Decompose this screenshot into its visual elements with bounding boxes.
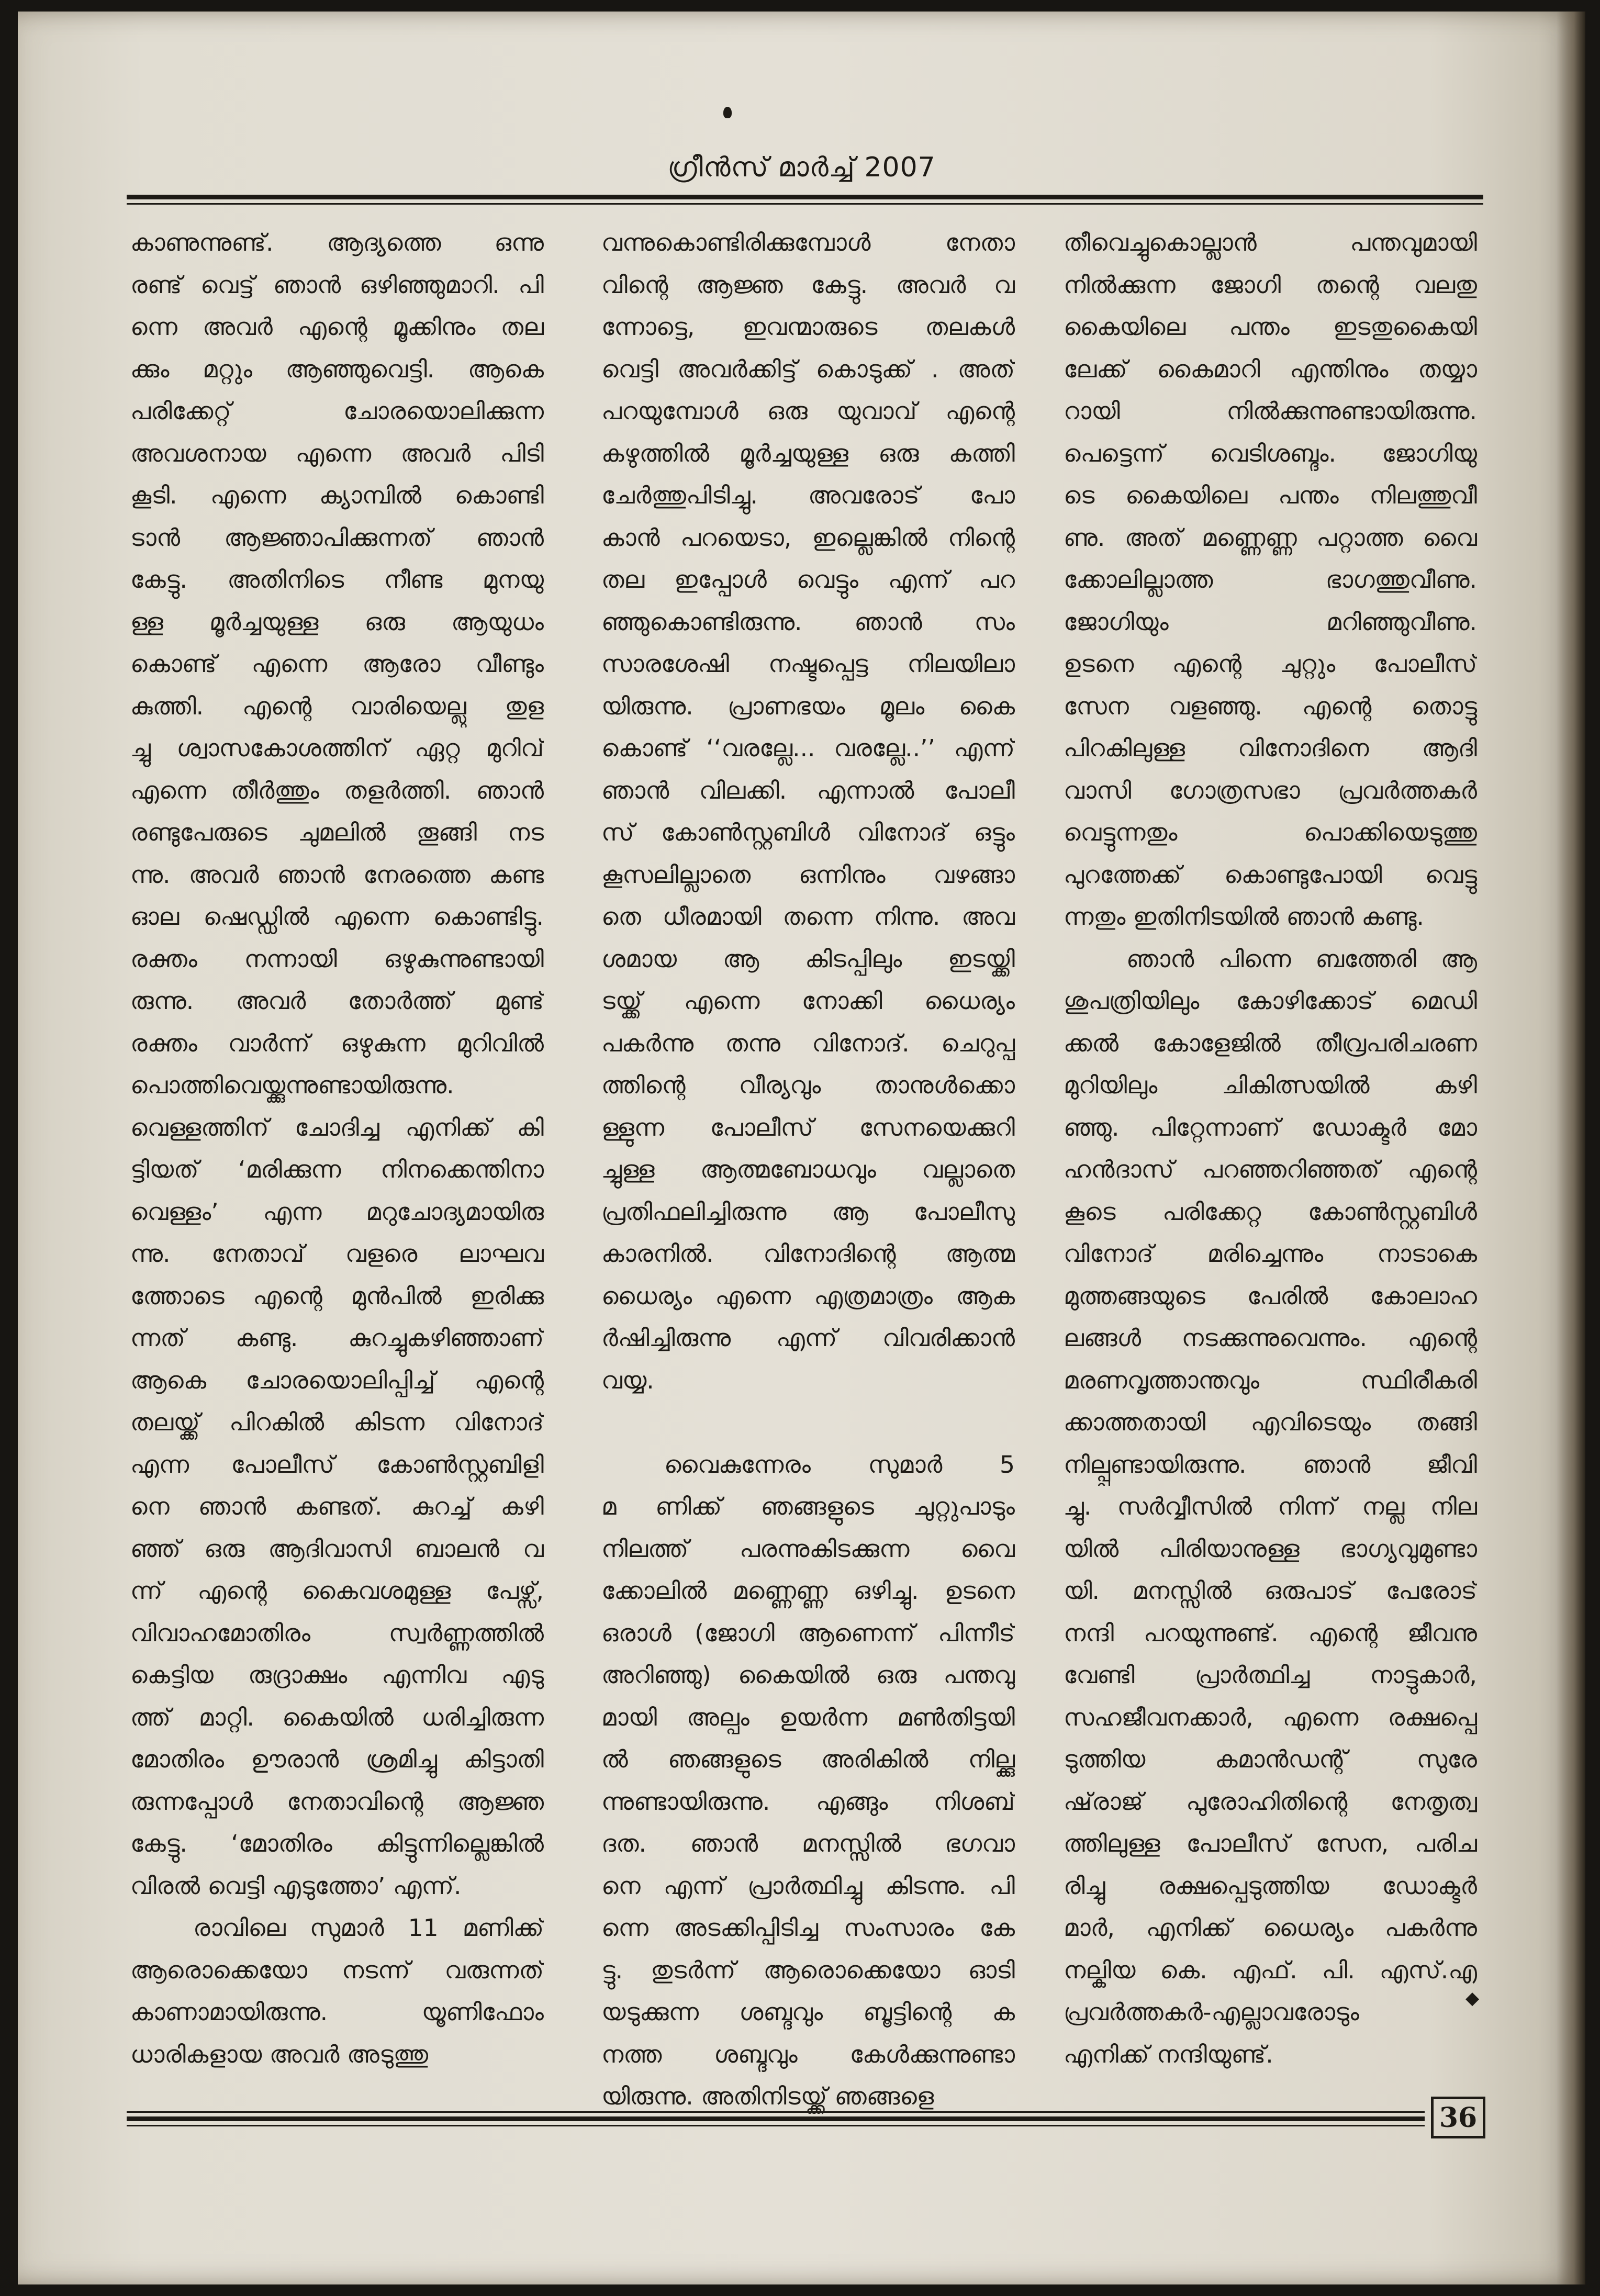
text-line: ള്ളുന്ന പോലീസ് സേനയെക്കുറി	[601, 1113, 1015, 1141]
text-line: ത്തിലുള്ള പോലീസ് സേന, പരിച	[1064, 1830, 1477, 1857]
text-line: നന്ദി പറയുന്നുണ്ട്. എന്റെ ജീവനു	[1064, 1619, 1477, 1647]
text-line: മ ണിക്ക് ഞങ്ങളുടെ ചുറ്റുപാടും	[601, 1493, 1015, 1520]
text-line: ക്കൽ കോളേജിൽ തീവ്രപരിചരണ	[1064, 1029, 1477, 1057]
text-line: രക്തം വാർന്ന് ഒഴുകുന്ന മുറിവിൽ	[130, 1029, 544, 1057]
page-spine-shadow	[1557, 12, 1585, 2284]
text-line: രുന്നപ്പോൾ നേതാവിന്റെ ആജ്ഞ	[130, 1787, 544, 1816]
text-line: ടയ്ക്ക് എന്നെ നോക്കി ധൈര്യം	[601, 987, 1015, 1015]
text-line: വെള്ളം’ എന്ന മറുചോദ്യമായിരു	[130, 1197, 544, 1226]
text-line: അറിഞ്ഞു) കൈയിൽ ഒരു പന്തവു	[601, 1661, 1015, 1689]
text-line: വന്നുകൊണ്ടിരിക്കുമ്പോൾ നേതാ	[601, 229, 1015, 256]
footer-rule-thin-lower	[127, 2125, 1425, 2126]
text-line: ട്ടു. തുടർന്ന് ആരൊക്കെയോ ഓടി	[601, 1956, 1015, 1984]
text-line: വെള്ളത്തിന് ചോദിച്ച എനിക്ക് കി	[130, 1113, 544, 1141]
text-line: തല ഇപ്പോൾ വെട്ടും എന്ന് പറ	[601, 566, 1015, 593]
text-line: നില്പ്പുണ്ടായിരുന്നു. ഞാൻ ജീവി	[1064, 1450, 1477, 1479]
page-number: 36	[1431, 2097, 1485, 2138]
text-line: ഞ്ഞ് ഒരു ആദിവാസി ബാലൻ വ	[130, 1535, 544, 1563]
text-line: കൂസലില്ലാതെ ഒന്നിനും വഴങ്ങാ	[601, 860, 1015, 889]
text-line: വിന്റെ ആജ്ഞ കേട്ടു. അവർ വ	[601, 271, 1015, 299]
text-line: പ്രതിഫലിച്ചിരുന്നു ആ പോലീസു	[601, 1197, 1015, 1226]
text-line: വെട്ടുന്നതും പൊക്കിയെടുത്തു	[1064, 819, 1477, 846]
text-line: യിൽ പിരിയാനുള്ള ഭാഗ്യവുമുണ്ടാ	[1064, 1535, 1477, 1563]
text-line: ഞാൻ വിലക്കി. എന്നാൽ പോലീ	[601, 776, 1015, 804]
text-line: നത്ത ശബ്ദവും കേൾക്കുന്നുണ്ടാ	[601, 2040, 1015, 2068]
text-line: ശമായ ആ കിടപ്പിലും ഇടയ്ക്കി	[601, 945, 1015, 973]
text-line: ണു. അത് മണ്ണെണ്ണ പറ്റാത്ത വൈ	[1064, 523, 1477, 552]
ink-dot	[723, 107, 732, 118]
text-line: ച്ചു ശ്വാസകോശത്തിന് ഏറ്റ മുറിവ്	[130, 734, 544, 762]
header-rule	[127, 195, 1483, 199]
text-line: ട്ടിയത് ‘മരിക്കുന്ന നിനക്കെന്തിനാ	[130, 1156, 544, 1183]
text-line: കുത്തി. എന്റെ വാരിയെല്ലു തുള	[130, 692, 544, 720]
text-line: കാണുന്നുണ്ട്. ആദ്യത്തെ ഒന്നു	[130, 229, 544, 256]
text-line: ച്ചു. സർവ്വീസിൽ നിന്ന് നല്ല നില	[1064, 1493, 1477, 1520]
text-line: പുറത്തേക്ക് കൊണ്ടുപോയി വെട്ടു	[1064, 860, 1477, 889]
text-line: കാണാമായിരുന്നു. യൂണിഫോം	[130, 1998, 544, 2026]
text-line: ടെ കൈയിലെ പന്തം നിലത്തുവീ	[1064, 481, 1477, 509]
text-line: ഷ്‌രാജ് പുരോഹിതിന്റെ നേതൃത്വ	[1064, 1787, 1477, 1816]
text-line: ക്കാത്തതായി എവിടെയും തങ്ങി	[1064, 1408, 1477, 1436]
text-line: ഞ്ഞുകൊണ്ടിരുന്നു. ഞാൻ സം	[601, 608, 1015, 636]
text-line: പെട്ടെന്ന് വെടിശബ്ദം. ജോഗിയു	[1064, 439, 1477, 467]
text-line: വേണ്ടി പ്രാർത്ഥിച്ച നാട്ടുകാർ,	[1064, 1661, 1477, 1689]
text-line: നല്കിയ കെ. എഫ്. പി. എസ്.എ	[1064, 1956, 1477, 1984]
text-line: മാർ, എനിക്ക് ധൈര്യം പകർന്നു	[1064, 1914, 1477, 1942]
text-line: രിച്ചു രക്ഷപ്പെടുത്തിയ ഡോക്ടർ	[1064, 1872, 1477, 1900]
text-line: രക്തം നന്നായി ഒഴുകുന്നുണ്ടായി	[130, 945, 544, 973]
footer-rule	[127, 2116, 1425, 2121]
text-line: പൊത്തിവെയ്ക്കുന്നുണ്ടായിരുന്നു.	[130, 1071, 454, 1099]
text-line: യിരുന്നു. അതിനിടയ്ക്ക് ഞങ്ങളെ	[601, 2082, 934, 2110]
text-line: ന്നു. നേതാവ് വളരെ ലാഘവ	[130, 1240, 544, 1268]
text-line: രണ്ട് വെട്ട് ഞാൻ ഒഴിഞ്ഞുമാറി. പി	[130, 271, 544, 299]
text-line: ദത. ഞാൻ മനസ്സിൽ ഭഗവാ	[601, 1830, 1015, 1857]
header-rule-thin	[127, 203, 1483, 205]
text-line: ആകെ ചോരയൊലിപ്പിച്ച് എന്റെ	[130, 1366, 544, 1394]
text-line: കൈയിലെ പന്തം ഇടതുകൈയി	[1064, 313, 1477, 341]
text-line: പറയുമ്പോൾ ഒരു യുവാവ് എന്റെ	[601, 397, 1015, 425]
text-line: ജോഗിയും മറിഞ്ഞുവീണു.	[1064, 608, 1477, 636]
text-line: യി. മനസ്സിൽ ഒരുപാട് പേരോട്	[1064, 1577, 1477, 1605]
text-line: ക്കും മറ്റും ആഞ്ഞുവെട്ടി. ആകെ	[130, 355, 544, 383]
text-line: കാരനിൽ. വിനോദിന്റെ ആത്മ	[601, 1240, 1015, 1268]
text-line: ലങ്ങൾ നടക്കുന്നുവെന്നും. എന്റെ	[1064, 1324, 1477, 1352]
text-line: രണ്ടുപേരുടെ ചുമലിൽ തൂങ്ങി നട	[130, 819, 544, 846]
text-line: ന്നുണ്ടായിരുന്നു. എങ്ങും നിശബ്	[601, 1787, 1015, 1816]
text-line: എനിക്ക് നന്ദിയുണ്ട്.	[1064, 2040, 1273, 2068]
text-line: മുറിയിലും ചികിത്സയിൽ കഴി	[1064, 1071, 1477, 1099]
text-line: ത്തിന്റെ വീര്യവും താനുൾക്കൊ	[601, 1071, 1015, 1099]
text-line: ന്ന് എന്റെ കൈവശമുള്ള പേഴ്സ്,	[130, 1577, 544, 1605]
text-line: നെ എന്ന് പ്രാർത്ഥിച്ചു കിടന്നു. പി	[601, 1872, 1015, 1900]
text-line: സ് കോൺസ്റ്റബിൾ വിനോദ് ഒട്ടും	[601, 819, 1015, 846]
text-line: മരണവൃത്താന്തവും സ്ഥിരീകരി	[1064, 1366, 1477, 1394]
text-line: മുത്തങ്ങയുടെ പേരിൽ കോലാഹ	[1064, 1282, 1477, 1310]
text-line: ള്ള മൂർച്ചയുള്ള ഒരു ആയുധം	[130, 608, 544, 636]
text-line: വിനോദ് മരിച്ചെന്നും നാടാകെ	[1064, 1240, 1477, 1268]
text-column-1	[130, 222, 544, 2076]
text-line: കൊണ്ട് ‘‘വരല്ലേ... വരല്ലേ..’’ എന്ന്	[601, 734, 1015, 762]
text-line: സേന വളഞ്ഞു. എന്റെ തൊട്ടു	[1064, 692, 1477, 720]
text-line: പ്രവർത്തകർ-എല്ലാവരോടും	[1064, 1998, 1359, 2026]
text-line: നിലത്ത് പരന്നുകിടക്കുന്ന വൈ	[601, 1535, 1015, 1563]
text-line: കൂടെ പരിക്കേറ്റ കോൺസ്റ്റബിൾ	[1064, 1197, 1477, 1226]
text-line: കേട്ടു. ‘മോതിരം കിട്ടുന്നില്ലെങ്കിൽ	[130, 1830, 544, 1857]
text-line: ന്നു. അവർ ഞാൻ നേരത്തെ കണ്ട	[130, 860, 544, 889]
text-line: എന്നെ തീർത്തും തളർത്തി. ഞാൻ	[130, 776, 544, 804]
text-line: ന്നതും ഇതിനിടയിൽ ഞാൻ കണ്ടു.	[1064, 903, 1424, 931]
text-line: വയ്യ.	[601, 1366, 654, 1394]
text-line: വിരൽ വെട്ടി എടുത്തോ’ എന്ന്.	[130, 1872, 462, 1900]
text-line: ഓല ഷെഡ്ഡിൽ എന്നെ കൊണ്ടിട്ടു.	[130, 903, 544, 931]
text-line: പകർന്നു തന്നു വിനോദ്. ചെറുപ്പ	[601, 1029, 1015, 1057]
text-line: മോതിരം ഊരാൻ ശ്രമിച്ചു കിട്ടാതി	[130, 1745, 544, 1773]
text-line: ടാൻ ആജ്ഞാപിക്കുന്നത് ഞാൻ	[130, 523, 544, 552]
text-line: ർഷിച്ചിരുന്നു എന്ന് വിവരിക്കാൻ	[601, 1324, 1015, 1352]
text-line: പിറകിലുള്ള വിനോദിനെ ആദി	[1064, 734, 1477, 762]
text-line: വിവാഹമോതിരം സ്വർണ്ണത്തിൽ	[130, 1619, 544, 1647]
text-line: എന്ന പോലീസ് കോൺസ്റ്റബിളി	[130, 1450, 544, 1479]
text-line: ത്തോടെ എന്റെ മുൻപിൽ ഇരിക്കു	[130, 1282, 544, 1310]
text-line: കൂടി. എന്നെ ക്യാമ്പിൽ കൊണ്ടി	[130, 481, 544, 509]
text-line: തെ ധീരമായി തന്നെ നിന്നു. അവ	[601, 903, 1015, 931]
text-line: ശുപത്രിയിലും കോഴിക്കോട് മെഡി	[1064, 987, 1477, 1015]
text-line: ക്കോലിൽ മണ്ണെണ്ണ ഒഴിച്ചു. ഉടനെ	[601, 1577, 1015, 1605]
text-line: ച്ചുള്ള ആത്മബോധവും വല്ലാതെ	[601, 1156, 1015, 1183]
text-line: റായി നിൽക്കുന്നുണ്ടായിരുന്നു.	[1064, 397, 1477, 425]
text-line: കെട്ടിയ രുദ്രാക്ഷം എന്നിവ എടു	[130, 1661, 544, 1689]
text-line: ഞ്ഞു. പിറ്റേന്നാണ് ഡോക്ടർ മോ	[1064, 1113, 1477, 1141]
text-line: രാവിലെ സുമാർ 11 മണിക്ക്	[193, 1914, 544, 1942]
text-line: വെട്ടി അവർക്കിട്ട് കൊടുക്ക് . അത്	[601, 355, 1015, 383]
running-header: ഗ്രീൻസ് മാർച്ച് 2007	[667, 152, 936, 183]
text-line: ആരൊക്കെയോ നടന്ന് വരുന്നത്	[130, 1956, 544, 1984]
text-line: യിരുന്നു. പ്രാണഭയം മൂലം കൈ	[601, 692, 1015, 720]
text-line: കൊണ്ട് എന്നെ ആരോ വീണ്ടും	[130, 650, 544, 678]
text-line: കേട്ടു. അതിനിടെ നീണ്ട മുനയു	[130, 566, 544, 593]
text-line: നെ ഞാൻ കണ്ടത്. കുറച്ച് കഴി	[130, 1493, 544, 1520]
text-line: കഴുത്തിൽ മൂർച്ചയുള്ള ഒരു കത്തി	[601, 439, 1015, 467]
text-line: ന്നോട്ടെ, ഇവന്മാരുടെ തലകൾ	[601, 313, 1015, 341]
text-line: കാൻ പറയെടാ, ഇല്ലെങ്കിൽ നിന്റെ	[601, 523, 1015, 552]
text-line: ചേർത്തുപിടിച്ചു. അവരോട് പോ	[601, 481, 1015, 509]
text-line: ന്നെ അടക്കിപ്പിടിച്ച സംസാരം കേ	[601, 1914, 1015, 1942]
text-line: സാരശേഷി നഷ്ടപ്പെട്ട നിലയിലാ	[601, 650, 1015, 678]
text-line: ധൈര്യം എന്നെ എത്രമാത്രം ആക	[601, 1282, 1015, 1310]
text-line: ഞാൻ പിന്നെ ബത്തേരി ആ	[1126, 945, 1477, 973]
text-line: ന്നെ അവർ എന്റെ മൂക്കിനും തല	[130, 313, 544, 341]
text-line: ഒരാൾ (ജോഗി ആണെന്ന് പിന്നീട്	[601, 1619, 1015, 1647]
text-line: ൽ ഞങ്ങളുടെ അരികിൽ നില്ക്കു	[601, 1745, 1015, 1773]
text-line	[601, 1402, 1015, 1444]
text-line: ടുത്തിയ കമാൻഡന്റ് സുരേ	[1064, 1745, 1477, 1773]
text-line: സഹജീവനക്കാർ, എന്നെ രക്ഷപ്പെ	[1064, 1703, 1477, 1731]
text-column-3	[1064, 222, 1480, 2076]
text-line: വാസി ഗോത്രസഭാ പ്രവർത്തകർ	[1064, 776, 1477, 804]
text-line: നിൽക്കുന്ന ജോഗി തന്റെ വലതു	[1064, 271, 1477, 299]
text-line: യടുക്കുന്ന ശബ്ദവും ബൂട്ടിന്റെ ക	[601, 1998, 1015, 2026]
text-line: ഉടനെ എന്റെ ചുറ്റും പോലീസ്	[1064, 650, 1477, 678]
text-column-2	[601, 222, 1015, 2118]
text-line: തീവെച്ചുകൊല്ലാൻ പന്തവുമായി	[1064, 229, 1477, 256]
magazine-page	[18, 12, 1585, 2284]
text-line: ഹൻദാസ് പറഞ്ഞറിഞ്ഞത് എന്റെ	[1064, 1156, 1477, 1183]
text-line: ന്നത് കണ്ടു. കുറച്ചുകഴിഞ്ഞാണ്	[130, 1324, 544, 1352]
text-line: ത്ത് മാറ്റി. കൈയിൽ ധരിച്ചിരുന്ന	[130, 1703, 544, 1731]
end-of-article-mark: ◆	[1465, 1988, 1480, 2009]
text-line: മായി അല്പം ഉയർന്ന മൺതിട്ടയി	[601, 1703, 1015, 1731]
text-line: രുന്നു. അവർ തോർത്ത് മുണ്ട്	[130, 987, 544, 1015]
text-line: ധാരികളായ അവർ അടുത്തു	[130, 2040, 429, 2068]
text-line: വൈകുന്നേരം സുമാർ 5	[664, 1450, 1015, 1479]
text-line: ക്കോലില്ലാത്ത ഭാഗത്തുവീണു.	[1064, 566, 1477, 593]
footer-rule-thin	[127, 2111, 1425, 2113]
text-line: അവശനായ എന്നെ അവർ പിടി	[130, 439, 544, 467]
text-line: ലേക്ക് കൈമാറി എന്തിനും തയ്യാ	[1064, 355, 1477, 383]
text-line: തലയ്ക്ക് പിറകിൽ കിടന്ന വിനോദ്	[130, 1408, 544, 1436]
text-line: പരിക്കേറ്റ് ചോരയൊലിക്കുന്ന	[130, 397, 544, 425]
